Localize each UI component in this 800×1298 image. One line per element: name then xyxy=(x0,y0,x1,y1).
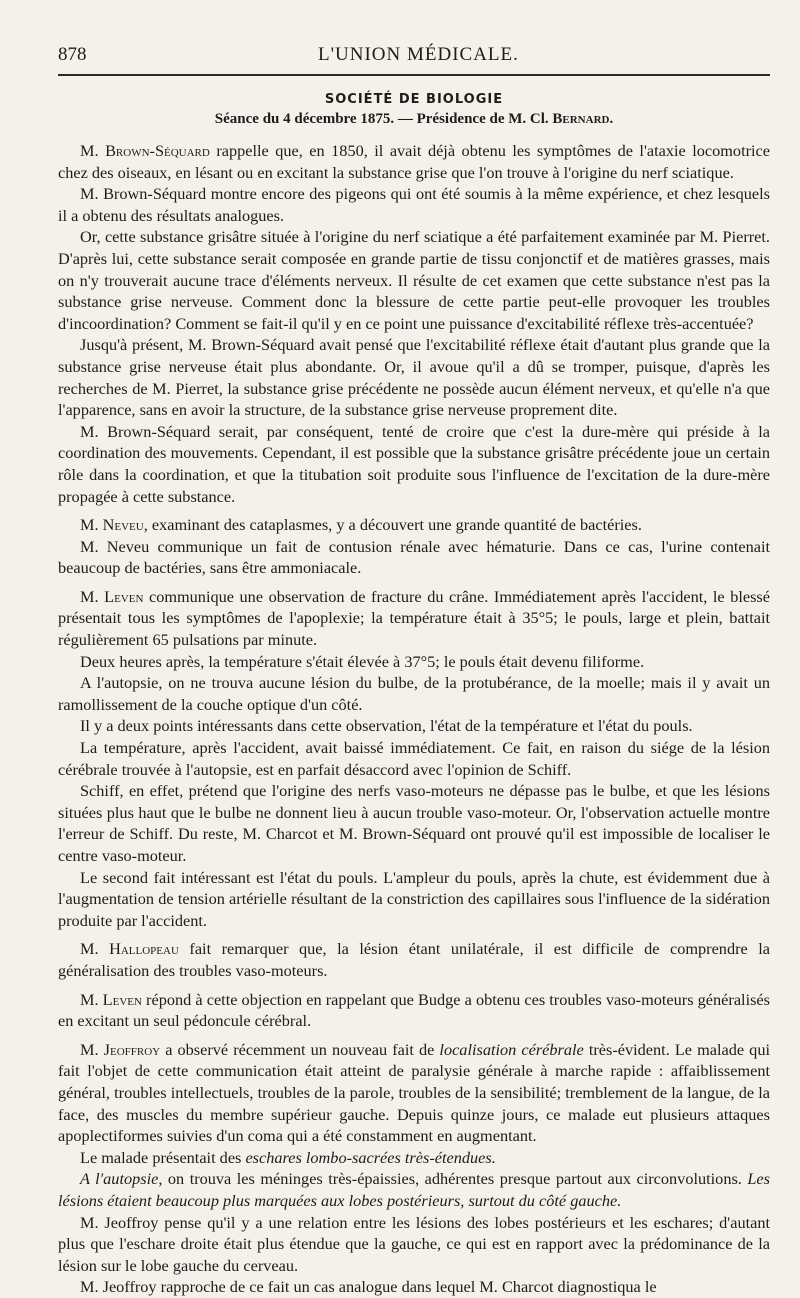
paragraph xyxy=(58,737,770,780)
paragraph-italic-text: Les lésions étaient beaucoup plus marquées aux lobes postérieurs, surtout du côté gauche. xyxy=(58,1169,770,1210)
paragraph xyxy=(58,1276,770,1298)
paragraph xyxy=(58,421,770,507)
speaker-prefix: M. xyxy=(80,1039,99,1059)
paragraph xyxy=(58,586,770,651)
paragraph xyxy=(58,651,770,673)
session-president: Bernard. xyxy=(552,111,614,127)
paragraph-italic-lead: A l'autopsie, xyxy=(80,1169,163,1189)
speaker-name: Leven xyxy=(102,989,142,1009)
paragraph-text: M. Brown-Séquard serait, par conséquent, tenté de croire que c'est la dure-mère qui préside à la coordination des mouvements. Cependant, il est possible que la substance grisâtre précédente joue un certain rôle dans la coordination, et que la titubation soit produite sous l'influence de l'excitation de la dure-mère propagée à cette substance. xyxy=(58,421,770,506)
paragraph-text: M. Jeoffroy rapproche de ce fait un cas analogue dans lequel M. Charcot diagnostiqua le xyxy=(80,1277,657,1297)
paragraph xyxy=(58,715,770,737)
speaker-prefix: M. xyxy=(80,515,99,535)
speaker-name: Neveu xyxy=(102,515,144,535)
paragraph xyxy=(58,780,770,866)
paragraph xyxy=(58,183,770,226)
paragraph-italic-text: eschares lombo-sacrées très-étendues. xyxy=(245,1147,496,1167)
paragraph xyxy=(58,140,770,183)
paragraph xyxy=(58,1039,770,1147)
session-date-text: Séance du 4 décembre 1875. — Présidence de M. Cl. xyxy=(214,111,549,127)
paragraph-text: fait remarquer que, la lésion étant unilatérale, il est difficile de comprendre la généralisation des troubles vaso-moteurs. xyxy=(58,939,770,980)
paragraph xyxy=(58,226,770,334)
session-line xyxy=(58,111,770,128)
paragraph-tail-text: très-évident. Le malade qui fait l'objet de cette communication était atteint de paralysie générale à marche rapide : affaiblissement général, troubles intellectuels, troubles de la parole, troubles de la sensibilité; tremblement de la langue, de la face, des muscles du membre supérieur gauche. Depuis quinze jours, ce malade eut plusieurs attaques apoplectiformes suivies d'un coma qui a été constamment en augmentant. xyxy=(58,1039,770,1146)
speaker-prefix: M. xyxy=(80,586,99,606)
paragraph-text: Il y a deux points intéressants dans cette observation, l'état de la température et l'état du pouls. xyxy=(80,716,693,736)
paragraph xyxy=(58,989,770,1032)
journal-title: L'UNION MÉDICALE. xyxy=(318,44,519,65)
speaker-prefix: M. xyxy=(80,939,99,959)
paragraph-text: on trouva les méninges très-épaissies, adhérentes presque partout aux circonvolutions. xyxy=(162,1169,748,1189)
paragraph-text: Jusqu'à présent, M. Brown-Séquard avait pensé que l'excitabilité réflexe était d'autant plus grande que la substance grise nerveuse était plus abondante. Or, il avoue qu'il a dû se tromper, puisque, d'après les recherches de M. Pierret, la substance grise précédente ne possède aucun élément nerveux, et qu'elle n'a que l'apparence, sans en avoir la structure, de la substance grise nerveuse proprement dite. xyxy=(58,335,770,420)
article-body xyxy=(58,140,770,1298)
speaker-name: Leven xyxy=(104,586,144,606)
paragraph-text: communique une observation de fracture du crâne. Immédiatement après l'accident, le blessé présentait tous les symptômes de l'apoplexie; la température était à 35°5; le pouls, large et plein, battait régulièrement 65 pulsations par minute. xyxy=(58,586,770,650)
paragraph-italic-text: localisation cérébrale xyxy=(439,1039,584,1059)
paragraph xyxy=(58,536,770,579)
paragraph-text: Or, cette substance grisâtre située à l'origine du nerf sciatique a été parfaitement examinée par M. Pierret. D'après lui, cette substance serait composée en grande partie de tissu conjonctif et de matières grasses, mais on n'y trouverait aucune trace d'éléments nerveux. Il résulte de cet examen que cette substance n'est pas la substance grise nerveuse. Comment donc la blessure de cette partie peut-elle provoquer les troubles d'incoordination? Comment se fait-il qu'il y en ce point une puissance d'excitabilité réflexe très-accentuée? xyxy=(58,227,770,333)
paragraph xyxy=(58,1168,770,1211)
speaker-name: Jeoffroy xyxy=(103,1039,161,1059)
paragraph-text: M. Neveu communique un fait de contusion rénale avec hématurie. Dans ce cas, l'urine contenait beaucoup de bactéries, sans être ammoniacale. xyxy=(58,536,770,578)
paragraph-text: Schiff, en effet, prétend que l'origine des nerfs vaso-moteurs ne dépasse pas le bulbe, et que les lésions situées plus haut que le bulbe ne donnent lieu à aucun trouble vaso-moteur. Or, l'observation actuelle montre l'erreur de Schiff. Du reste, M. Charcot et M. Brown-Séquard ont prouvé qu'il est impossible de localiser le centre vaso-moteur. xyxy=(58,781,770,865)
speaker-prefix: M. xyxy=(80,141,99,160)
paragraph xyxy=(58,938,770,981)
paragraph-text: Deux heures après, la température s'était élevée à 37°5; le pouls était devenu filiforme. xyxy=(80,651,645,671)
running-head xyxy=(58,44,770,76)
paragraph xyxy=(58,672,770,715)
page-number: 878 xyxy=(58,44,87,65)
paragraph-text: répond à cette objection en rappelant que Budge a obtenu ces troubles vaso-moteurs généralisés en excitant un seul pédoncule cérébral. xyxy=(58,989,770,1031)
paragraph-text: M. Brown-Séquard montre encore des pigeons qui ont été soumis à la même expérience, et chez lesquels il a obtenu des résultats analogues. xyxy=(58,184,770,225)
paragraph-text: La température, après l'accident, avait baissé immédiatement. Ce fait, en raison du siége de la lésion cérébrale trouvée à l'autopsie, est en parfait désaccord avec l'opinion de Schiff. xyxy=(58,738,770,779)
section-title: SOCIÉTÉ DE BIOLOGIE xyxy=(324,92,504,107)
paragraph-text: a observé récemment un nouveau fait de xyxy=(160,1039,440,1059)
paragraph xyxy=(58,867,770,932)
paragraph-text: rappelle que, en 1850, il avait déjà obtenu les symptômes de l'ataxie locomotrice chez des oiseaux, en lésant ou en excitant la substance grise que l'on trouve à l'origine du nerf sciatique. xyxy=(58,141,770,182)
paragraph xyxy=(58,514,770,536)
speaker-prefix: M. xyxy=(80,989,99,1009)
speaker-name: Hallopeau xyxy=(109,939,179,959)
speaker-name: Brown-Séquard xyxy=(105,141,210,160)
paragraph-text: , examinant des cataplasmes, y a découvert une grande quantité de bactéries. xyxy=(143,515,642,535)
paragraph-text: Le second fait intéressant est l'état du pouls. L'ampleur du pouls, après la chute, est évidemment due à l'augmentation de tension artérielle résultant de la constriction des capillaires sous l'influence de la sidération produite par l'accident. xyxy=(58,867,770,930)
paragraph-text: M. Jeoffroy pense qu'il y a une relation entre les lésions des lobes postérieurs et les eschares; d'autant plus que l'eschare droite était plus étendue que la gauche, ce qui est en rapport avec la prédominance de la lésion sur le lobe gauche du cerveau. xyxy=(58,1212,770,1275)
paragraph-text: Le malade présentait des xyxy=(80,1147,246,1167)
paragraph xyxy=(58,1212,770,1277)
paragraph-text: A l'autopsie, on ne trouva aucune lésion du bulbe, de la protubérance, de la moelle; mais il y avait un ramollissement de la couche optique d'un côté. xyxy=(58,673,770,714)
paragraph xyxy=(58,334,770,420)
paragraph xyxy=(58,1147,770,1169)
